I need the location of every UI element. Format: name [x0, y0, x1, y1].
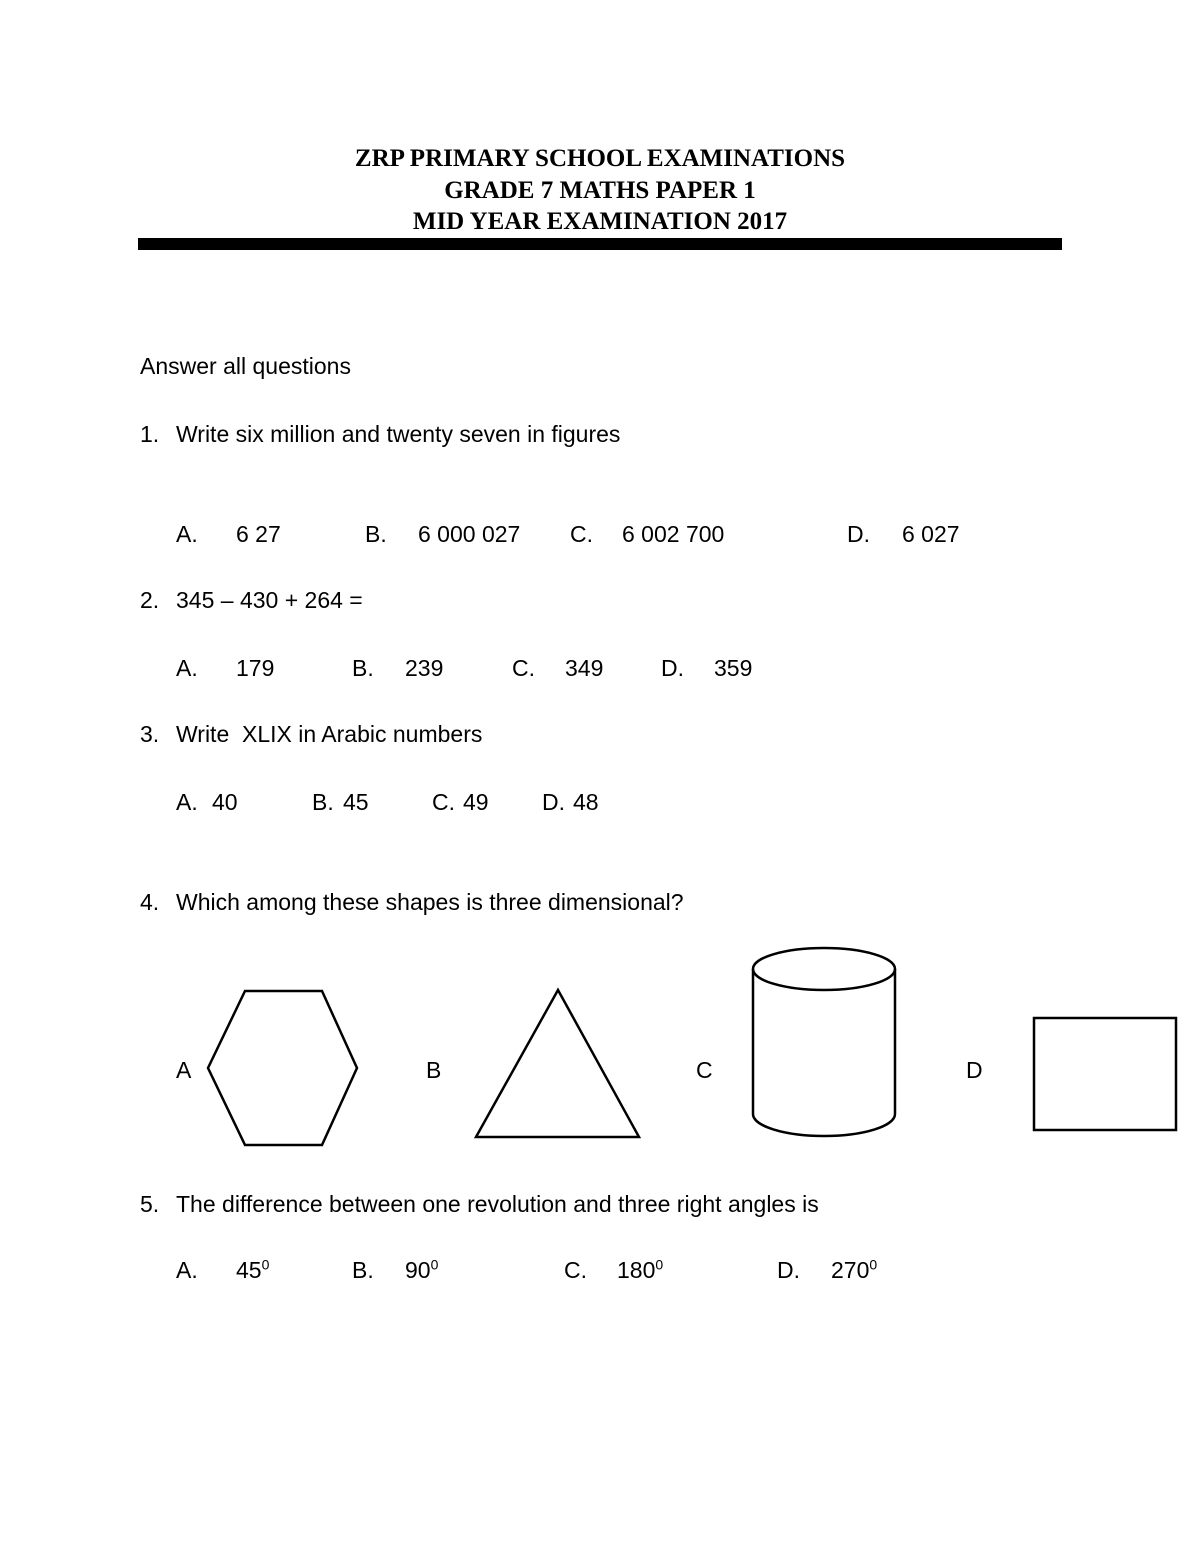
question-text: Write six million and twenty seven in figures: [176, 421, 621, 447]
option-letter: B.: [352, 655, 374, 681]
question-number: 4.: [140, 889, 160, 915]
option-letter: C.: [432, 789, 455, 815]
option-value: 6 27: [236, 521, 281, 547]
option-value: 6 002 700: [622, 521, 725, 547]
option-letter: C.: [512, 655, 535, 681]
triangle-icon: [472, 986, 644, 1140]
header-paper-title: GRADE 7 MATHS PAPER 1: [444, 176, 756, 204]
option-value: 6 000 027: [418, 521, 521, 547]
option-letter: D.: [847, 521, 870, 547]
option-value: $180^0$: [617, 1256, 664, 1283]
option-letter: B.: [365, 521, 387, 547]
option-value: 6 027: [902, 521, 960, 547]
option-value: 49: [463, 789, 489, 815]
option-value: 48: [573, 789, 599, 815]
question-text: Which among these shapes is three dimensional?: [176, 889, 684, 915]
exam-header: [0, 143, 1200, 238]
degree-mark: 0: [655, 1256, 664, 1273]
option-letter: A.: [176, 655, 198, 681]
option-letter: B.: [312, 789, 334, 815]
degree-mark: 0: [261, 1256, 270, 1273]
question-number: 2.: [140, 587, 160, 613]
degree-mark: 0: [869, 1256, 878, 1273]
degree-mark: 0: [430, 1256, 439, 1273]
option-value: 179: [236, 655, 275, 681]
option-value: $270^0$: [831, 1256, 878, 1283]
header-exam-title: MID YEAR EXAMINATION 2017: [412, 208, 788, 235]
option-value: 40: [212, 789, 238, 815]
option-value: 239: [405, 655, 444, 681]
header-divider: [138, 238, 1062, 250]
rectangle-icon: [1032, 1016, 1178, 1132]
option-letter: A.: [176, 789, 198, 815]
shape-label-d: D: [966, 1057, 983, 1083]
option-value: 349: [565, 655, 604, 681]
question-number: 5.: [140, 1191, 160, 1217]
option-value: 359: [714, 655, 753, 681]
instructions: Answer all questions: [140, 353, 351, 379]
header-school-title: ZRP PRIMARY SCHOOL EXAMINATIONS: [354, 145, 846, 172]
option-value: 45: [343, 789, 369, 815]
option-letter: B.: [352, 1257, 374, 1283]
option-value: $90^0$: [405, 1256, 439, 1283]
option-letter: A.: [176, 521, 198, 547]
option-letter: D.: [661, 655, 684, 681]
question-text: 345 – 430 + 264 =: [176, 587, 363, 613]
shape-label-b: B: [426, 1057, 442, 1083]
shape-label-a: A: [176, 1057, 192, 1083]
option-letter: D.: [542, 789, 565, 815]
option-letter: C.: [564, 1257, 587, 1283]
question-text: Write XLIX in Arabic numbers: [176, 721, 483, 747]
option-value: $45^0$: [236, 1256, 270, 1283]
option-letter: D.: [777, 1257, 800, 1283]
hexagon-icon: [205, 988, 361, 1148]
option-letter: C.: [570, 521, 593, 547]
question-number: 1.: [140, 421, 160, 447]
option-letter: A.: [176, 1257, 198, 1283]
cylinder-icon: [750, 946, 898, 1140]
question-text: The difference between one revolution and three right angles is: [176, 1191, 819, 1217]
question-number: 3.: [140, 721, 160, 747]
shape-label-c: C: [696, 1057, 713, 1083]
